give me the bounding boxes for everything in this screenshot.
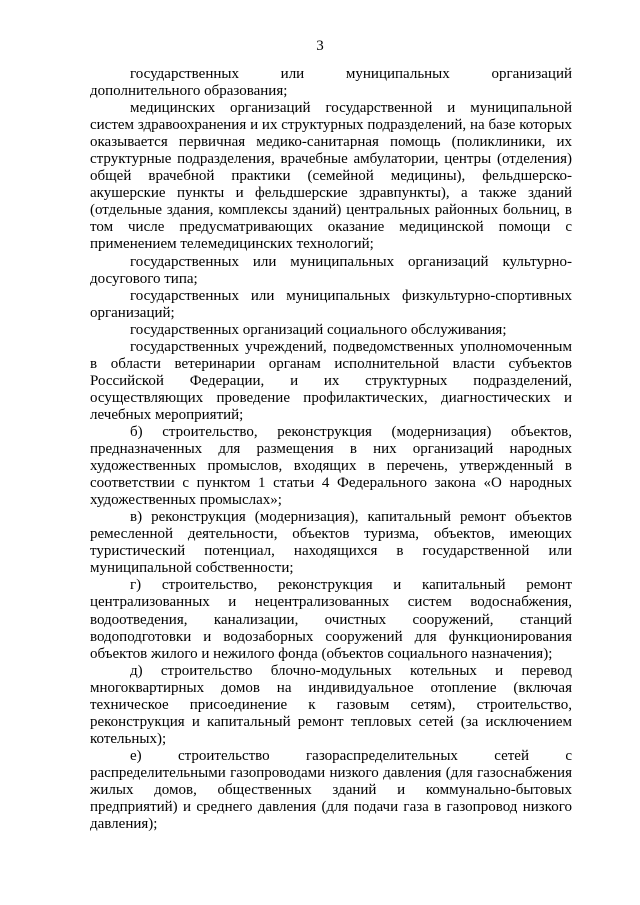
paragraph-item-v: в) реконструкция (модернизация), капитальный ремонт объектов ремесленной деятельности, объектов туризма, объектов, имеющих туристический потенциал, находящихся в государственной или муниципальной собственности; — [90, 509, 572, 577]
paragraph-additional-education: государственных или муниципальных организаций дополнительного образования; — [90, 66, 572, 100]
page-number: 3 — [316, 38, 324, 54]
paragraph-veterinary: государственных учреждений, подведомственных уполномоченным в области ветеринарии органам исполнительной власти субъектов Российской Федерации, и их структурных подразделений, осуществляющих проведение профилактических, диагностических и лечебных мероприятий; — [90, 338, 572, 423]
paragraph-item-b: б) строительство, реконструкция (модернизация) объектов, предназначенных для размещения в них организаций народных художественных промыслов, входящих в перечень, утвержденный в соответствии с пунктом 1 статьи 4 Федерального закона «О народных художественных промыслах»; — [90, 423, 572, 509]
paragraph-sports-organizations: государственных или муниципальных физкультурно-спортивных организаций; — [90, 287, 572, 321]
paragraph-cultural-leisure: государственных или муниципальных организаций культурно-досугового типа; — [90, 253, 572, 287]
paragraph-item-g: г) строительство, реконструкция и капитальный ремонт централизованных и нецентрализованных систем водоснабжения, водоотведения, канализации, очистных сооружений, станций водоподготовки и водозаборных сооружений для функционирования объектов жилого и нежилого фонда (объектов социального назначения); — [90, 577, 572, 662]
paragraph-social-service: государственных организаций социального обслуживания; — [130, 321, 507, 338]
document-body — [90, 66, 572, 833]
paragraph-medical-organizations: медицинских организаций государственной и муниципальной систем здравоохранения и их структурных подразделений, на базе которых оказывается первичная медико-санитарная помощь (поликлиники, их структурные подразделения, врачебные амбулатории, центры (отделения) общей врачебной практики (семейной медицины), фельдшерско-акушерские пункты и фельдшерские здравпункты), а также зданий (отдельные здания, комплексы зданий) центральных районных больниц, в том числе предусматривающих оказание медицинской помощи с применением телемедицинских технологий; — [90, 100, 572, 253]
paragraph-item-e: е) строительство газораспределительных сетей с распределительными газопроводами низкого давления (для газоснабжения жилых домов, общественных зданий и коммунально-бытовых предприятий) и среднего давления (для подачи газа в газопровод низкого давления); — [90, 747, 572, 833]
paragraph-item-d: д) строительство блочно-модульных котельных и перевод многоквартирных домов на индивидуальное отопление (включая техническое присоединение к газовым сетям), строительство, реконструкция и капитальный ремонт тепловых сетей (за исключением котельных); — [90, 662, 572, 747]
